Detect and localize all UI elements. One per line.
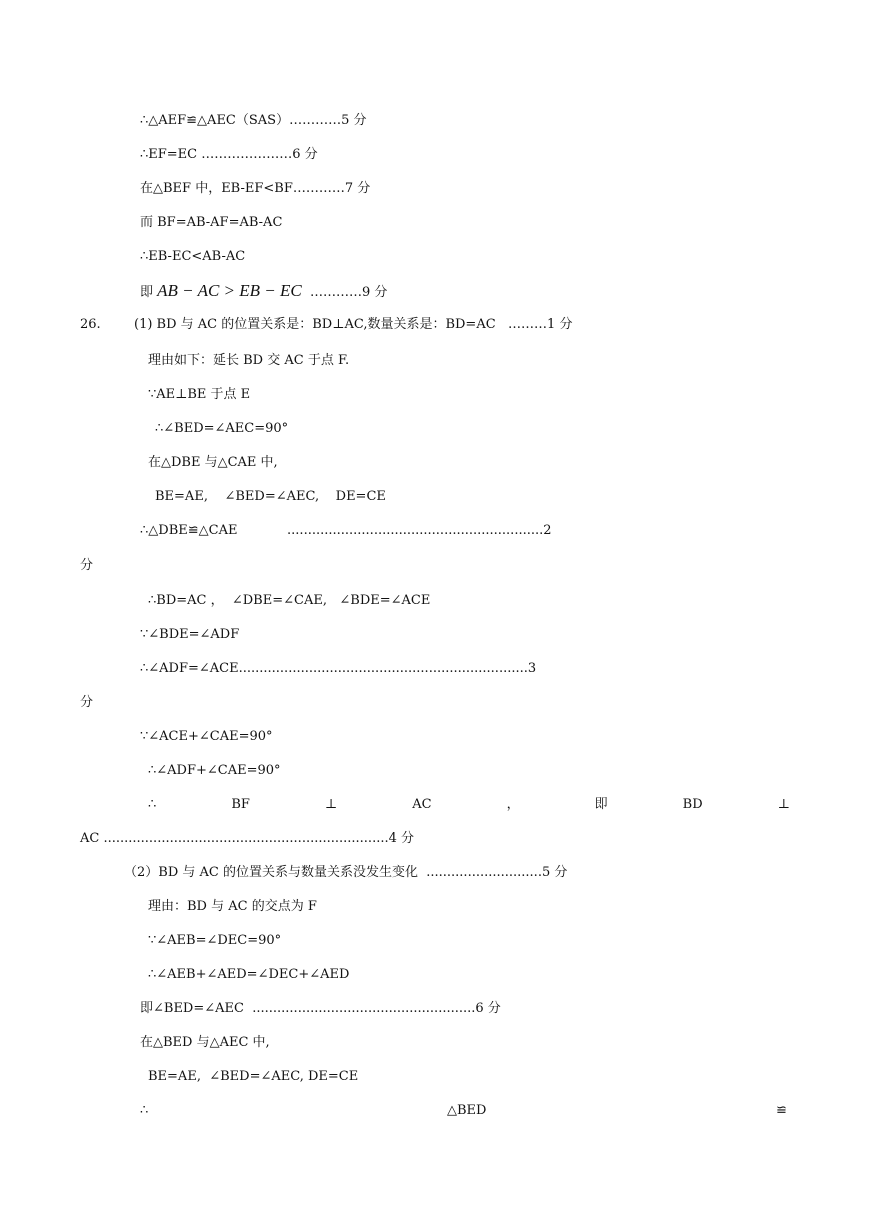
spread-token: BD <box>682 797 703 812</box>
step-in-triangles-dbe-cae: 在△DBE 与△CAE 中, <box>148 455 278 470</box>
spread-token: ， <box>506 797 520 812</box>
spread-token: ⊥ <box>324 797 338 812</box>
step-ace-plus-cae: ∵∠ACE+∠CAE=90° <box>140 729 273 744</box>
therefore-symbol: ∴ <box>140 1103 149 1118</box>
spread-token: ⊥ <box>777 797 790 812</box>
step-in-triangles-bed-aec: 在△BED 与△AEC 中, <box>140 1035 270 1050</box>
triangle-bed: △BED <box>447 1103 487 1118</box>
step-triangle-bef: 在△BEF 中，EB-EF<BF…………7 分 <box>140 181 371 196</box>
step-right-angles: ∴∠BED=∠AEC=90° <box>155 421 289 436</box>
conclusion-prefix: 即 <box>140 285 158 300</box>
step-bd-equals-ac: ∴BD=AC ， ∠DBE=∠CAE, ∠BDE=∠ACE <box>148 593 431 608</box>
step-conditions-2: BE=AE, ∠BED=∠AEC, DE=CE <box>148 1069 359 1084</box>
spread-token: ∴ <box>148 797 157 812</box>
step-bed-equals-aec: 即∠BED=∠AEC ......................................................6 分 <box>140 1001 501 1016</box>
step-bde-equals-adf: ∵∠BDE=∠ADF <box>140 627 240 642</box>
step-congruent-dbe-cae: ∴△DBE≌△CAE ..............................................................2 <box>140 523 552 538</box>
part-2-answer: （2）BD 与 AC 的位置关系与数量关系没发生变化 ............................5 分 <box>124 865 568 880</box>
spread-token: 即 <box>594 797 608 812</box>
step-bf-equation: 而 BF=AB-AF=AB-AC <box>140 215 283 230</box>
score-unit-2: 分 <box>80 558 94 573</box>
conclusion-score: …………9 分 <box>301 285 388 300</box>
step-eb-ec-inequality: ∴EB-EC<AB-AC <box>140 249 246 264</box>
step-angle-sum: ∴∠AEB+∠AED=∠DEC+∠AED <box>148 967 350 982</box>
step-ef-equals-ec: ∴EF=EC …………………6 分 <box>140 147 318 162</box>
step-adf-equals-ace: ∴∠ADF=∠ACE......................................................................3 <box>140 661 537 676</box>
step-congruent-aef-aec: ∴△AEF≌△AEC（SAS）…………5 分 <box>140 113 367 128</box>
question-number: 26. <box>80 317 101 332</box>
spread-token: AC <box>412 797 432 812</box>
step-bf-perp-ac <box>148 796 790 814</box>
score-unit-3: 分 <box>80 695 94 710</box>
step-conditions-1: BE=AE, ∠BED=∠AEC, DE=CE <box>155 489 386 504</box>
step-adf-plus-cae: ∴∠ADF+∠CAE=90° <box>148 763 281 778</box>
conclusion-formula: AB − AC > EB − EC <box>157 281 302 300</box>
step-bd-perp-ac-score: AC .....................................................................4 分 <box>80 831 415 846</box>
step-conclusion-inequality <box>140 282 387 302</box>
spread-token: BF <box>231 797 250 812</box>
step-aeb-equals-dec: ∵∠AEB=∠DEC=90° <box>148 933 282 948</box>
step-ae-perp-be: ∵AE⊥BE 于点 E <box>148 387 251 402</box>
reason-intro: 理由如下：延长 BD 交 AC 于点 F. <box>148 353 350 368</box>
part-1-answer: (1) BD 与 AC 的位置关系是：BD⊥AC,数量关系是：BD=AC ………1 分 <box>134 317 573 332</box>
congruent-symbol: ≌ <box>776 1103 787 1118</box>
reason-2-intro: 理由：BD 与 AC 的交点为 F <box>148 899 317 914</box>
